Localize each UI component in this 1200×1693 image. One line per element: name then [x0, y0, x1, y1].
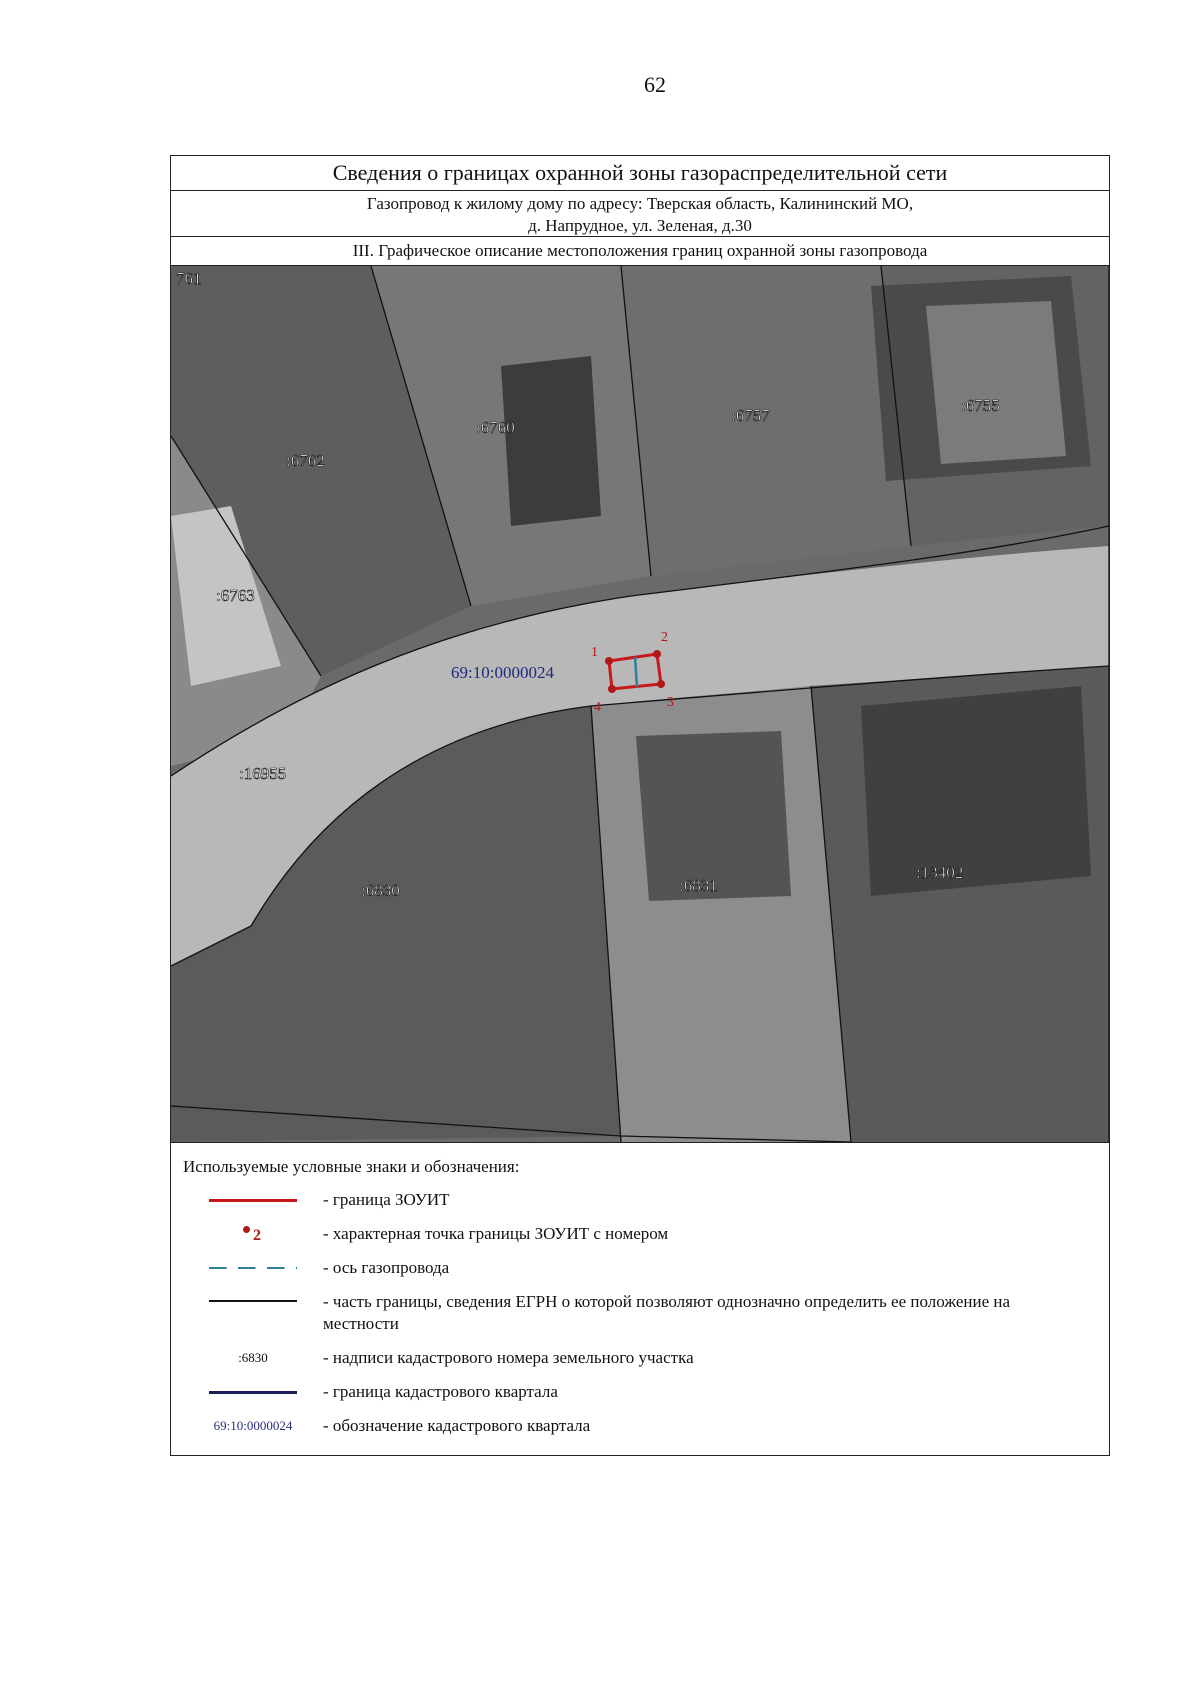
sheet-title: Сведения о границах охранной зоны газораспределительной сети: [171, 156, 1109, 191]
map-canvas: [171, 266, 1109, 1142]
legend-item-quarter-number: [183, 1415, 1109, 1437]
subject-line-1: Газопровод к жилому дому по адресу: Тверская область, Калининский МО,: [366, 194, 914, 213]
blue-line-symbol: [183, 1382, 323, 1402]
point-dot-icon: [243, 1226, 250, 1233]
parcel-label-6830: :6830: [361, 881, 400, 900]
legend-text: - характерная точка границы ЗОУИТ с номером: [323, 1224, 669, 1243]
legend-text: - ось газопровода: [323, 1258, 450, 1277]
red-line-symbol: [183, 1190, 323, 1210]
parcel-label-6831: :6831: [679, 876, 718, 895]
cad-number-sample: :6830: [238, 1350, 268, 1365]
parcel-label-6760: :6760: [476, 418, 515, 437]
parcel-label-6763: :6763: [216, 586, 255, 605]
legend-text: - надписи кадастрового номера земельного участка: [323, 1348, 694, 1367]
quarter-label: 69:10:0000024: [451, 663, 554, 682]
parcel-label-6757: :6757: [731, 406, 770, 425]
point-number: 2: [253, 1227, 261, 1244]
boundary-point-4[interactable]: [608, 685, 616, 693]
quarter-number-symbol: [183, 1416, 323, 1436]
boundary-point-1[interactable]: [605, 657, 613, 665]
parcel-label-16955: :16955: [239, 764, 287, 783]
legend-text: - граница кадастрового квартала: [323, 1382, 558, 1401]
subject-address: [171, 191, 1109, 237]
house-13402: [861, 686, 1091, 896]
aerial-map[interactable]: [171, 266, 1109, 1143]
point-symbol: [183, 1224, 323, 1244]
boundary-point-2[interactable]: [653, 650, 661, 658]
section-title: III. Графическое описание местоположения границ охранной зоны газопровода: [171, 237, 1109, 266]
parcel-label-6755: :6755: [961, 396, 1000, 415]
point-label-1: 1: [591, 645, 598, 660]
boundary-point-3[interactable]: [657, 680, 665, 688]
legend-item-gas-axis: [183, 1257, 1109, 1279]
legend-item-egrn-boundary: [183, 1291, 1109, 1335]
point-label-2: 2: [661, 630, 668, 645]
parcel-label-13402: :13402: [916, 863, 964, 882]
point-label-4: 4: [594, 700, 601, 715]
legend-text: - граница ЗОУИТ: [323, 1190, 450, 1209]
legend-item-zouit-boundary: [183, 1189, 1109, 1211]
legend-heading: Используемые условные знаки и обозначения:: [183, 1157, 520, 1176]
parcel-label-6762: :6762: [286, 451, 325, 470]
teal-dashed-line-symbol: [183, 1258, 323, 1278]
legend-text: - обозначение кадастрового квартала: [323, 1416, 591, 1435]
legend: [171, 1143, 1109, 1437]
page-number: 62: [644, 72, 666, 97]
legend-item-boundary-point: [183, 1223, 1109, 1245]
house-6760: [501, 356, 601, 526]
parcel-label-761: 761: [176, 269, 202, 288]
legend-text: - часть границы, сведения ЕГРН о которой позволяют однозначно определить ее положение на местности: [323, 1292, 1011, 1333]
point-label-3: 3: [667, 695, 674, 710]
quarter-number-sample: 69:10:0000024: [213, 1418, 293, 1433]
cad-number-symbol: [183, 1348, 323, 1368]
house-6755-roof: [926, 301, 1066, 464]
legend-item-cad-number: [183, 1347, 1109, 1369]
protection-zone-sheet: [170, 155, 1110, 1456]
subject-line-2: д. Напрудное, ул. Зеленая, д.30: [528, 216, 752, 235]
legend-item-quarter-boundary: [183, 1381, 1109, 1403]
black-line-symbol: [183, 1291, 323, 1311]
